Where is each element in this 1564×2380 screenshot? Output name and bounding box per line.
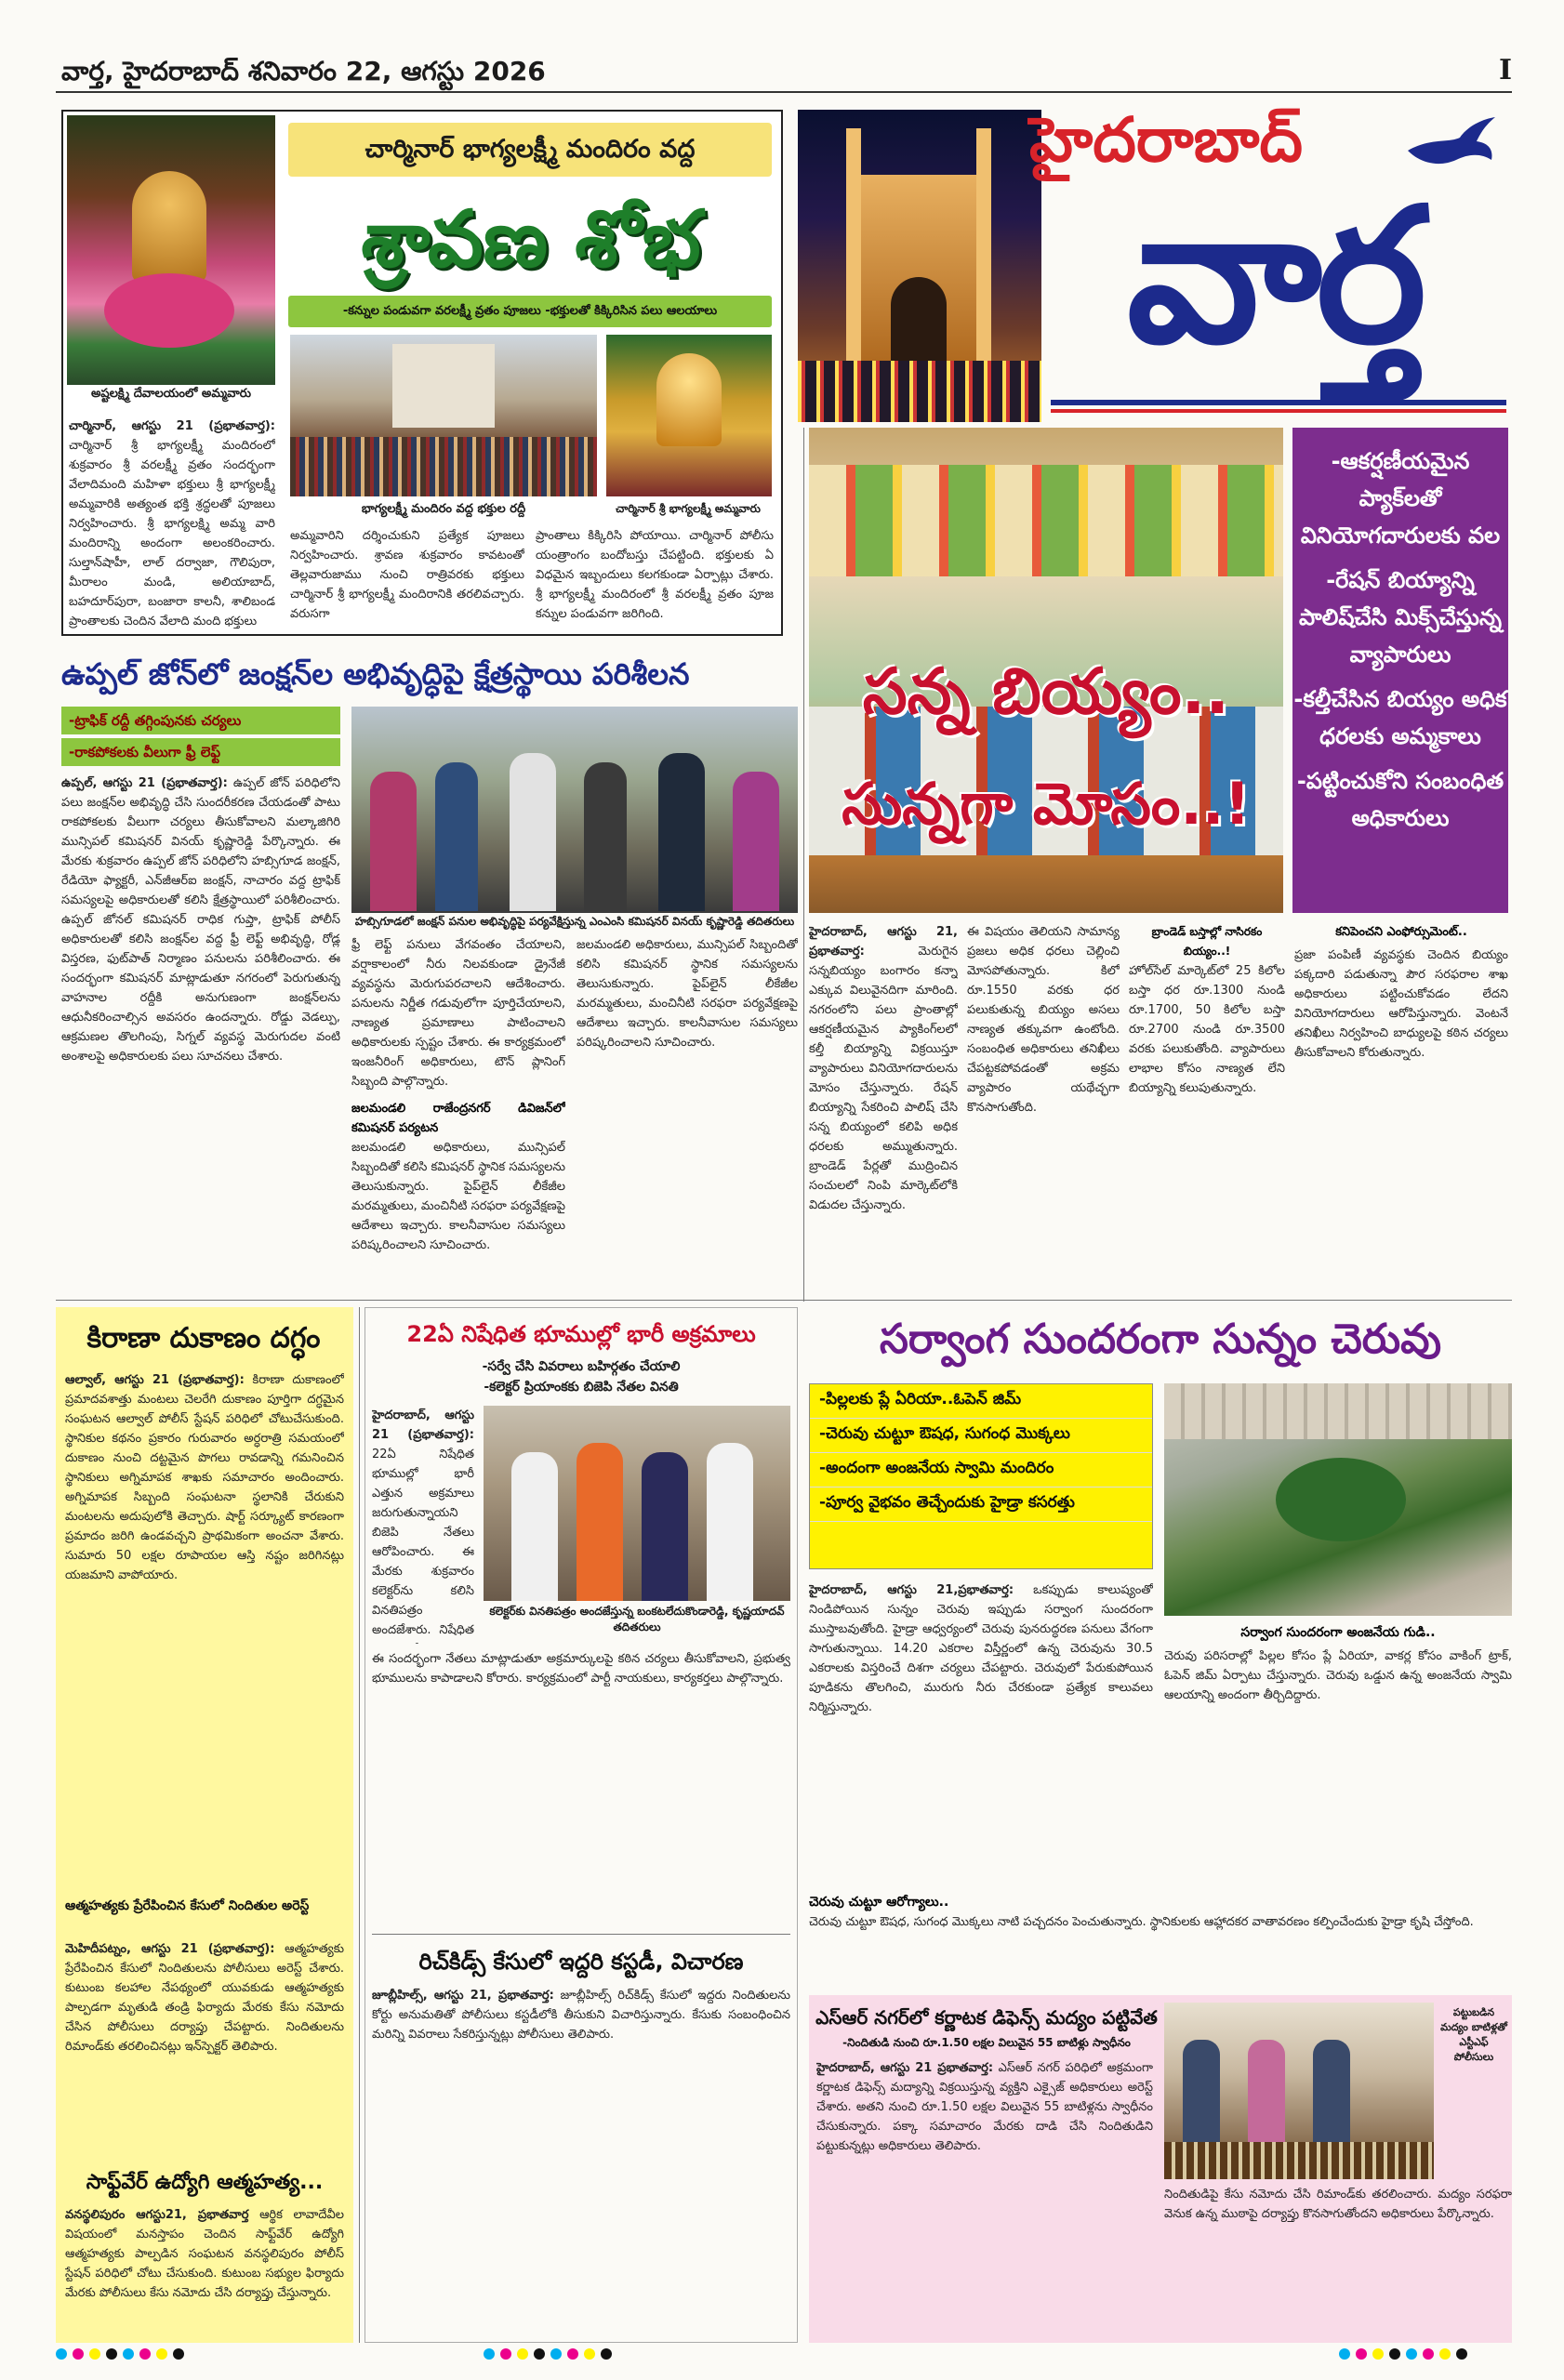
lake-dateline: హైదరాబాద్, ఆగస్టు 21,ప్రభాతవార్త:: [809, 1583, 1014, 1597]
land-divider: [372, 1934, 790, 1935]
masthead-title: వార్త: [1126, 168, 1422, 385]
land-sub2: -కలెక్టర్ ప్రియాంకకు బిజెపి నేతల వినతి: [484, 1380, 679, 1395]
shravana-body-col3: ప్రాంతాలు కిక్కిరిసి పోయాయి. చార్మినార్ పోలీసు యంత్రాంగం బందోబస్తు చేపట్టింది. భక్తులకు ఏ విధమైన ఇబ్బందులు కలగకుండా ఏర్పాట్లు చేశారు. శ్రీ భాగ్యలక్ష్మీ మందిరంలో శ్రీ వరలక్ష్మీ వ్రతం పూజ కన్నుల పండువగా జరిగింది.: [536, 529, 774, 621]
uppal-sub1-text: -ట్రాఫిక్ రద్దీ తగ్గింపునకు చర్యలు: [69, 712, 242, 729]
liquor-body: ఎస్ఆర్ నగర్ పరిధిలో అక్రమంగా కర్ణాటక డిఫెన్స్ మద్యాన్ని విక్రయిస్తున్న వ్యక్తిని ఎక్సైజ్ అధికారులు అరెస్ట్ చేశారు. అతని నుంచి రూ.1.50 లక్షల విలువైన 55 బాటిళ్లను స్వాధీనం చేసుకున్నారు. పక్కా సమాచారం మేరకు దాడి చేసి నిందితుడిని పట్టుకున్నట్లు అధికారులు తెలిపారు.: [816, 2061, 1153, 2153]
shravana-dateline: చార్మినార్, ఆగస్టు 21 (ప్రభాతవార్త):: [69, 419, 275, 433]
uppal-dateline: ఉప్పల్, ఆగస్టు 21 (ప్రభాతవార్త):: [61, 776, 228, 790]
lake-body-col2: [1164, 1623, 1512, 1893]
shravana-kicker: చార్మినార్ భాగ్యలక్ష్మీ మందిరం వద్ద: [288, 123, 772, 177]
land-dateline2: జూబ్లీహిల్స్, ఆగస్టు 21, ప్రభాతవార్త:: [372, 1989, 554, 2003]
liquor-photo-caption: పట్టుబడిన మద్యం బాటిళ్లతో ఎస్టీఎఫ్ పోలీసులు: [1440, 2006, 1507, 2063]
registration-dots-center: [484, 2348, 612, 2361]
rice-sub-brand: బ్రాండెడ్ బస్తాల్లో నాసిరకం బియ్యం..!: [1151, 925, 1263, 958]
registration-dots-right: [1339, 2348, 1467, 2361]
liquor-sub: -నిందితుడి నుంచి రూ.1.50 లక్షల విలువైన 55 బాటిళ్లు స్వాధీనం: [842, 2036, 1131, 2049]
uppal-body3: జలమండలి అధికారులు, మున్సిపల్ సిబ్బందితో కలిసి కమిషనర్ స్థానిక సమస్యలను తెలుసుకున్నారు. పైప్‌లైన్ లీకేజీల మరమ్మతులు, మంచినీటి సరఫరా పర్యవేక్షణపై ఆదేశాలు ఇచ్చారు. కాలనీవాసుల సమస్యలు పరిష్కరించాలని సూచించారు.: [351, 1141, 565, 1252]
liquor-dateline: హైదరాబాద్, ఆగస్టు 21 ప్రభాతవార్త:: [816, 2061, 994, 2075]
rice-body3: హోల్‌సేల్ మార్కెట్‌లో 25 కిలోల బస్తా ధర రూ.1300 నుండి రూ.1700, 50 కిలోల బస్తా రూ.2700 నుండి రూ.3500 వరకు పలుకుతోంది. వ్యాపారులు లాభాల కోసం నాణ్యత లేని బియ్యాన్ని కలుపుతున్నారు.: [1129, 964, 1285, 1095]
masthead-rule-blue: [1051, 400, 1506, 405]
land-body2-col: ఈ సందర్భంగా నేతలు మాట్లాడుతూ అక్రమార్కులపై కఠిన చర్యలు తీసుకోవాలని, ప్రభుత్వ భూములను కాపాడాలని కోరారు. కార్యక్రమంలో పార్టీ నాయకులు, కార్యకర్తలు పాల్గొన్నారు.: [372, 1652, 790, 1686]
lake-headline: సర్వాంగ సుందరంగా సున్నం చెరువు: [879, 1316, 1441, 1363]
deity-photo-caption: చార్మినార్ శ్రీ భాగ్యలక్ష్మీ అమ్మవారు: [616, 502, 761, 515]
shravana-body1: చార్మినార్ శ్రీ భాగ్యలక్ష్మీ మందిరంలో శుక్రవారం శ్రీ వరలక్ష్మీ వ్రతం సందర్భంగా వేలాదిమంది మహిళా భక్తులు శ్రీ భాగ్యలక్ష్మీ అమ్మవారికి అత్యంత భక్తి శ్రద్ధలతో పూజలు నిర్వహించారు. శ్రీ భాగ్యలక్ష్మి అమ్మ వారి మందిరాన్ని అందంగా అలంకరించారు. సుల్తాన్‌షాహీ, లాల్ దర్వాజా, గౌలిపురా, మీరాలం మండి, అలియాబాద్, బహదూర్‌పురా, బంజారా కాలనీ, శాలిబండ ప్రాంతాలకు చెందిన వేలాది మంది భక్తులు: [69, 439, 275, 628]
land-body3-col: [372, 1986, 790, 2339]
lake-body: ఒకప్పుడు కాలుష్యంతో నిండిపోయిన సున్నం చెరువు ఇప్పుడు సర్వాంగ సుందరంగా ముస్తాబవుతోంది. హైడ్రా ఆధ్వర్యంలో చెరువు పునరుద్ధరణ పనులు వేగంగా సాగుతున్నాయి. 14.20 ఎకరాల విస్తీర్ణంలో ఉన్న చెరువును 30.5 ఎకరాలకు విస్తరించే దిశగా చర్యలు చేపట్టారు. చెరువులో పేరుకుపోయిన పూడికను తొలగించి, మురుగు నీరు చేరకుండా ప్రత్యేక కాలువలు నిర్మిస్తున్నారు.: [809, 1583, 1153, 1714]
rice-bullet-1: -ఆకర్షణీయమైన ప్యాక్‌లతో వినియోగదారులకు వల: [1300, 448, 1501, 549]
shravana-subhead: [288, 296, 772, 327]
kirana-sub2: సాఫ్ట్‌వేర్ ఉద్యోగి ఆత్మహత్య...: [86, 2171, 324, 2194]
masthead-city: హైదరాబాద్: [1029, 104, 1303, 176]
lake-body-col3: [809, 1893, 1512, 1986]
shravana-subhead-text: -కన్నుల పండువగా వరలక్ష్మీ వ్రతం పూజలు -భక్తులతో కిక్కిరిసిన పలు ఆలయాలు: [342, 304, 718, 318]
rice-bullet-2: -రేషన్ బియ్యాన్ని పాలిష్‌చేసి మిక్స్‌చేస్తున్న వ్యాపారులు: [1299, 567, 1502, 668]
rice-bullet-4: -పట్టించుకోని సంబంధిత అధికారులు: [1296, 768, 1504, 831]
uppal-sub2-text: -రాకపోకలకు వీలుగా ఫ్రీ లెఫ్ట్: [69, 744, 221, 760]
kirana-body3: ఆర్థిక లావాదేవీల విషయంలో మనస్తాపం చెందిన సాఫ్ట్‌వేర్ ఉద్యోగి ఆత్మహత్యకు పాల్పడిన సంఘటన వనస్థలిపురం పోలీస్ స్టేషన్ పరిధిలో చోటు చేసుకుంది. కుటుంబ సభ్యుల ఫిర్యాదు మేరకు పోలీసులు కేసు నమోదు చేసి దర్యాప్తు చేస్తున్నారు.: [65, 2208, 344, 2300]
kirana-body-col: [65, 1370, 344, 1891]
crowd-photo-caption: భాగ్యలక్ష్మీ మందిరం వద్ద భక్తుల రద్దీ: [361, 502, 526, 516]
uppal-photo-caption: హబ్సిగూడలో జంక్షన్ పనుల అభివృద్ధిపై పర్యవేక్షిస్తున్న ఎంఎంసి కమిషనర్ వినయ్ కృష్ణారెడ్డి తదితరులు: [354, 915, 795, 928]
rice-sub-action: కనిపెంచని ఎంఫోర్సుమెంట్..: [1335, 925, 1467, 939]
lake-sub-temple: సర్వాంగ సుందరంగా అంజనేయ గుడి..: [1240, 1625, 1436, 1640]
crowd-photo: [290, 335, 597, 496]
kirana-dateline2: మెహిదీపట్నం, ఆగస్టు 21 (ప్రభాతవార్త):: [65, 1942, 275, 1956]
land-photo-caption: కలెక్టర్‌కు వినతిపత్రం అందజేస్తున్న బంకటలేదుకొండారెడ్డి, కృష్ణయాదవ్ తదితరులు: [489, 1605, 785, 1633]
liquor-body-col2: నిందితుడిపై కేసు నమోదు చేసి రిమాండ్‌కు తరలించారు. మద్యం సరఫరా వెనుక ఉన్న ముఠాపై దర్యాప్తు కొనసాగుతోందని అధికారులు పేర్కొన్నారు.: [1164, 2188, 1512, 2221]
goddess-photo: [67, 115, 275, 385]
rice-body-col1: [809, 922, 958, 1294]
rice-bullet-3: -కల్తీచేసిన బియ్యం అధిక ధరలకు అమ్మకాలు: [1293, 686, 1507, 749]
kirana-body2: ఆత్మహత్యకు ప్రేరేపించిన కేసులో నిందితులను పోలీసులు అరెస్ట్ చేశారు. కుటుంబ కలహాల నేపథ్యంలో యువకుడు ఆత్మహత్యకు పాల్పడగా మృతుడి తండ్రి ఫిర్యాదు మేరకు కేసు నమోదు చేసిన పోలీసులు దర్యాప్తు చేపట్టారు. నిందితులను రిమాండ్‌కు తరలించినట్లు ఇన్‌స్పెక్టర్ తెలిపారు.: [65, 1942, 344, 2054]
shravana-body-col1: [69, 416, 275, 630]
uppal-headline: ఉప్పల్ జోన్‌లో జంక్షన్‌ల అభివృద్ధిపై క్షేత్రస్థాయి పరిశీలన: [61, 656, 690, 692]
kirana-dateline: ఆల్వాల్, ఆగస్టు 21 (ప్రభాతవార్త):: [65, 1373, 245, 1387]
lake-bullets-box: [809, 1383, 1153, 1569]
liquor-photo: [1164, 2003, 1434, 2179]
header-date-line: వార్త, హైదరాబాద్ శనివారం 22, ఆగస్టు 2026: [61, 56, 546, 86]
page-number: I: [1498, 54, 1512, 86]
rice-bullets-box: [1292, 428, 1508, 913]
rice-body-col3: [1129, 922, 1285, 1294]
rice-headline1: సన్న బియ్యం..: [862, 655, 1230, 729]
land-body3: జూబ్లీహిల్స్ రిచ్‌కిడ్స్ కేసులో ఇద్దరు నిందితులను కోర్టు అనుమతితో పోలీసులు కస్టడీలోకి తీసుకుని విచారిస్తున్నారు. కేసుకు సంబంధించిన మరిన్ని వివరాలు సేకరిస్తున్నట్లు పోలీసులు తెలిపారు.: [372, 1989, 790, 2042]
col-rule-2: [359, 1307, 360, 2343]
masthead-rule-red: [1051, 409, 1506, 413]
registration-dots-left: [56, 2348, 184, 2361]
rice-body-col2: ఈ విషయం తెలియని సామాన్య ప్రజలు అధిక ధరలు చెల్లించి మోసపోతున్నారు. కిలో రూ.1550 వరకు ధర పలుకుతున్న బియ్యం అసలు నాణ్యత తక్కువగా ఉంటోంది. సంబంధిత అధికారులు తనిఖీలు చేపట్టకపోవడంతో అక్రమ వ్యాపారం యథేచ్ఛగా కొనసాగుతోంది.: [967, 925, 1120, 1115]
uppal-body-col2: [351, 935, 565, 1294]
kirana-dateline3: వనస్థలిపురం ఆగస్టు21, ప్రభాతవార్త: [65, 2208, 249, 2222]
uppal-photo: [351, 707, 798, 913]
kirana-sub1: ఆత్మహత్యకు ప్రేరేపించిన కేసులో నిందితుల అరెస్ట్: [65, 1898, 310, 1913]
land-body: 22ఏ నిషేధిత భూముల్లో భారీ ఎత్తున అక్రమాలు జరుగుతున్నాయని బిజెపి నేతలు ఆరోపించారు. ఈ మేరకు శుక్రవారం కలెక్టర్‌ను కలిసి వినతిపత్రం అందజేశారు. నిషేధిత: [372, 1448, 474, 1637]
rice-body1: మెరుగైన సన్నబియ్యం బంగారం కన్నా ఎక్కువ విలువైనదిగా మారింది. నగరంలోని పలు ప్రాంతాల్లో ఆకర్షణీయమైన ప్యాకింగ్‌లలో కల్తీ బియ్యాన్ని విక్రయిస్తూ వ్యాపారులు వినియోగదారులను మోసం చేస్తున్నారు. రేషన్ బియ్యాన్ని సేకరించి పాలిష్ చేసి సన్న బియ్యంలో కలిపి అధిక ధరలకు అమ్ముతున్నారు. బ్రాండెడ్ పేర్లతో ముద్రించిన సంచులలో నింపి మార్కెట్‌లోకి విడుదల చేస్తున్నారు.: [809, 945, 958, 1212]
uppal-body: ఉప్పల్ జోన్ పరిధిలోని పలు జంక్షన్‌ల అభివృద్ధి చేసి సుందరీకరణ చేయడంతో పాటు రాకపోకలకు వీలుగా చర్యలు తీసుకోవాలని మల్కాజిగిరి మున్సిపల్ కమిషనర్ వినయ్ కృష్ణారెడ్డి పేర్కొన్నారు. ఈ మేరకు శుక్రవారం ఉప్పల్ జోన్ పరిధిలోని హబ్సిగూడ జంక్షన్, రేడియో ఫ్యాక్టరీ, ఎన్‌జీఆర్‌ఐ జంక్షన్, నాచారం వద్ద ట్రాఫిక్ సమస్యలపై అధికారులతో కలిసి క్షేత్రస్థాయిలో పరిశీలించారు. ఉప్పల్ జోనల్ కమిషనర్ రాధిక గుప్తా, ట్రాఫిక్ పోలీస్ అధికారులతో కలిసి జంక్షన్‌ల వద్ద ఫ్రీ లెఫ్ట్ అభివృద్ధి, రోడ్ల విస్తరణ, ఫుట్‌పాత్ నిర్మాణం పనులను పరిశీలించారు. ఈ సందర్భంగా కమిషనర్ మాట్లాడుతూ నగరంలో పెరుగుతున్న వాహనాల రద్దీకి అనుగుణంగా జంక్షన్‌లను ఆధునీకరించాల్సిన అవసరం ఉందన్నారు. రోడ్డు వెడల్పు, ఆక్రమణల తొలగింపు, సిగ్నల్ వ్యవస్థ మెరుగుదల వంటి అంశాలపై అధికారులకు పలు సూచనలు చేశారు.: [61, 776, 340, 1064]
land-sub3: రిచ్‌కిడ్స్ కేసులో ఇద్దరి కస్టడీ, విచారణ: [418, 1949, 744, 1975]
deity-photo: [606, 335, 772, 496]
kirana-body2-col: [65, 1939, 344, 2155]
goddess-photo-caption: అష్టలక్ష్మి దేవాలయంలో అమ్మవారు: [91, 387, 251, 401]
header-rule: [56, 91, 1512, 93]
uppal-sub1: [61, 707, 340, 734]
shravana-headline: శ్రావణ శోభ: [361, 193, 701, 284]
uppal-sub3: జలమండలి రాజేంద్రనగర్ డివిజన్‌లో కమిషనర్ పర్యటన: [351, 1102, 565, 1135]
lake-aerial-photo: [1164, 1383, 1512, 1616]
liquor-headline: ఎస్ఆర్ నగర్‌లో కర్ణాటక డిఫెన్స్ మద్యం పట్టివేత: [815, 2006, 1158, 2029]
uppal-body2: ఫ్రీ లెఫ్ట్ పనులు వేగవంతం చేయాలని, వర్షాకాలంలో నీరు నిలవకుండా డ్రైనేజీ వ్యవస్థను మెరుగుపరచాలని ఆదేశించారు. పనులను నిర్ణీత గడువులోగా పూర్తిచేయాలని, నాణ్యత ప్రమాణాలు పాటించాలని అధికారులకు స్పష్టం చేశారు. ఈ కార్యక్రమంలో ఇంజనీరింగ్ అధికారులు, టౌన్ ప్లానింగ్ సిబ్బంది పాల్గొన్నారు.: [351, 938, 565, 1089]
land-body-col1: [372, 1406, 474, 1644]
land-dateline: హైదరాబాద్, ఆగస్టు 21 (ప్రభాతవార్త):: [372, 1408, 474, 1442]
uppal-body-col1: [61, 774, 340, 1294]
uppal-sub2: [61, 738, 340, 766]
lake-body2: చెరువు పరిసరాల్లో పిల్లల కోసం ప్లే ఏరియా, వాకర్ల కోసం వాకింగ్ ట్రాక్, ఓపెన్ జిమ్ ఏర్పాటు చేస్తున్నారు. చెరువు ఒడ్డున ఉన్న అంజనేయ స్వామి ఆలయాన్ని అందంగా తీర్చిదిద్దారు.: [1164, 1649, 1512, 1702]
rice-body4: ప్రజా పంపిణీ వ్యవస్థకు చెందిన బియ్యం పక్కదారి పడుతున్నా పౌర సరఫరాల శాఖ అధికారులు పట్టించుకోవడం లేదని వినియోగదారులు ఆరోపిస్తున్నారు. వెంటనే తనిఖీలు నిర్వహించి బాధ్యులపై కఠిన చర్యలు తీసుకోవాలని కోరుతున్నారు.: [1294, 948, 1508, 1060]
lake-bullet-1: -పిల్లలకు ప్లే ఏరియా..ఓపెన్ జిమ్: [810, 1384, 1152, 1419]
col-rule-1: [803, 428, 804, 1302]
kirana-body: కిరాణా దుకాణంలో ప్రమాదవశాత్తు మంటలు చెలరేగి దుకాణం పూర్తిగా దగ్ధమైన సంఘటన ఆల్వాల్ పోలీస్ స్టేషన్ పరిధిలో చోటుచేసుకుంది. స్థానికుల కథనం ప్రకారం గురువారం అర్ధరాత్రి సమయంలో దుకాణం నుంచి దట్టమైన పొగలు రావడాన్ని గమనించిన స్థానికులు అగ్నిమాపక శాఖకు సమాచారం అందించారు. అగ్నిమాపక సిబ్బంది సంఘటనా స్థలానికి చేరుకుని మంటలను అదుపులోకి తెచ్చారు. షార్ట్ సర్క్యూట్ కారణంగా ప్రమాదం జరిగి ఉండవచ్చని ప్రాథమికంగా అంచనా వేశారు. సుమారు 50 లక్షల రూపాయల ఆస్తి నష్టం జరిగినట్లు యజమాని వాపోయారు.: [65, 1373, 344, 1582]
liquor-body-col1: [816, 2058, 1153, 2337]
row-rule-1: [56, 1300, 1512, 1301]
rice-headline2: సున్నగా మోసం..!: [842, 770, 1251, 838]
kirana-headline: కిరాణా దుకాణం దగ్ధం: [86, 1322, 321, 1355]
uppal-body-col3: జలమండలి అధికారులు, మున్సిపల్ సిబ్బందితో కలిసి కమిషనర్ స్థానిక సమస్యలను తెలుసుకున్నారు. పైప్‌లైన్ లీకేజీల మరమ్మతులు, మంచినీటి సరఫరా పర్యవేక్షణపై ఆదేశాలు ఇచ్చారు. కాలనీవాసుల సమస్యలు పరిష్కరించాలని సూచించారు.: [577, 938, 798, 1050]
land-sub1: -సర్వే చేసి వివరాలు బహిర్గతం చేయాలి: [482, 1359, 681, 1374]
rice-dateline: హైదరాబాద్, ఆగస్టు 21, ప్రభాతవార్త:: [809, 925, 958, 959]
rice-body-col4: [1294, 922, 1508, 1294]
land-photo: [484, 1406, 790, 1601]
lake-sub-plants: చెరువు చుట్టూ ఆరోగ్యాలు..: [809, 1895, 949, 1910]
kirana-body3-col: [65, 2205, 344, 2341]
lake-bullet-4: -పూర్వ వైభవం తెచ్చేందుకు హైడ్రా కసరత్తు: [810, 1488, 1152, 1522]
land-headline: 22ఏ నిషేధిత భూముల్లో భారీ అక్రమాలు: [406, 1321, 756, 1347]
shravana-body-col2: అమ్మవారిని దర్శించుకుని ప్రత్యేక పూజలు నిర్వహించారు. శ్రావణ శుక్రవారం కావటంతో తెల్లవారుజాము నుంచి రాత్రివరకు భక్తులు చార్మినార్ శ్రీ భాగ్యలక్ష్మీ మందిరానికి తరలివచ్చారు. వరుసగా: [290, 529, 524, 621]
lake-bullet-3: -అందంగా అంజనేయ స్వామి మందిరం: [810, 1453, 1152, 1488]
lake-body3: చెరువు చుట్టూ ఔషధ, సుగంధ మొక్కలు నాటి పచ్చదనం పెంచుతున్నారు. స్థానికులకు ఆహ్లాదకర వాతావరణం కల్పించేందుకు హైడ్రా కృషి చేస్తోంది.: [809, 1915, 1474, 1929]
lake-bullet-2: -చెరువు చుట్టూ ఔషధ, సుగంధ మొక్కలు: [810, 1419, 1152, 1453]
lake-body-col1: [809, 1580, 1153, 1893]
